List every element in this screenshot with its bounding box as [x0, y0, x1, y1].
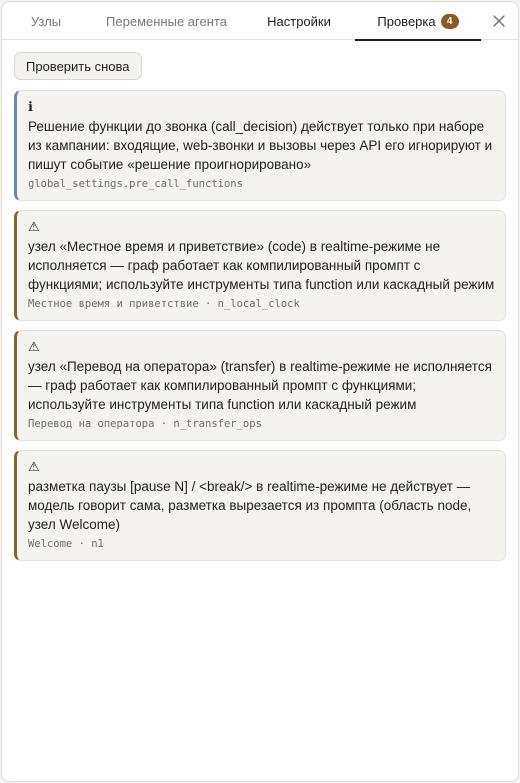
validation-content: [2, 40, 518, 561]
issue-list: [14, 90, 506, 561]
issue-message: узел «Местное время и приветствие» (code) в realtime-режиме не исполняется — граф работает как компилированный промпт с функциями; используйте инструменты типа function или каскадный режим: [28, 239, 495, 292]
info-icon: ℹ: [28, 99, 33, 114]
issue-count-badge: 4: [441, 14, 459, 29]
tab-agent-variables[interactable]: [90, 2, 243, 40]
issue-card: [14, 330, 506, 441]
recheck-button[interactable]: Проверить снова: [14, 52, 142, 80]
validation-panel: [1, 1, 519, 782]
issue-card: [14, 90, 506, 201]
issue-message: разметка паузы [pause N] / <break/> в realtime-режиме не действует — модель говорит сама, разметка вырезается из промпта (область node, узел Welcome): [28, 479, 472, 532]
issue-card: [14, 450, 506, 561]
warning-icon: ⚠: [28, 339, 40, 354]
tab-agent-variables-label: Переменные агента: [106, 13, 227, 29]
warning-icon: ⚠: [28, 459, 40, 474]
tab-nodes[interactable]: [2, 2, 90, 40]
issue-location[interactable]: Местное время и приветствие · n_local_clock: [28, 298, 300, 310]
tab-nodes-label: Узлы: [30, 13, 62, 29]
issue-message: Решение функции до звонка (call_decision) действует только при наборе из кампании: входящие, web-звонки и вызовы через API его игнорируют и пишут событие «решение проигнорировано»: [28, 119, 493, 172]
close-icon: [493, 15, 505, 27]
tab-settings[interactable]: [243, 2, 355, 40]
issue-location[interactable]: Перевод на оператора · n_transfer_ops: [28, 418, 262, 430]
issue-location[interactable]: Welcome · n1: [28, 538, 104, 550]
tab-bar: [2, 2, 518, 40]
warning-icon: ⚠: [28, 219, 40, 234]
issue-message: узел «Перевод на оператора» (transfer) в realtime-режиме не исполняется — граф работает как компилированный промпт с функциями; используйте инструменты типа function или каскадный режим: [28, 359, 492, 412]
close-button[interactable]: [489, 11, 509, 31]
tab-validation[interactable]: [355, 2, 481, 40]
tab-settings-label: Настройки: [267, 13, 331, 29]
issue-card: [14, 210, 506, 321]
tab-validation-label: Проверка: [377, 13, 436, 29]
issue-location[interactable]: global_settings.pre_call_functions: [28, 178, 243, 190]
